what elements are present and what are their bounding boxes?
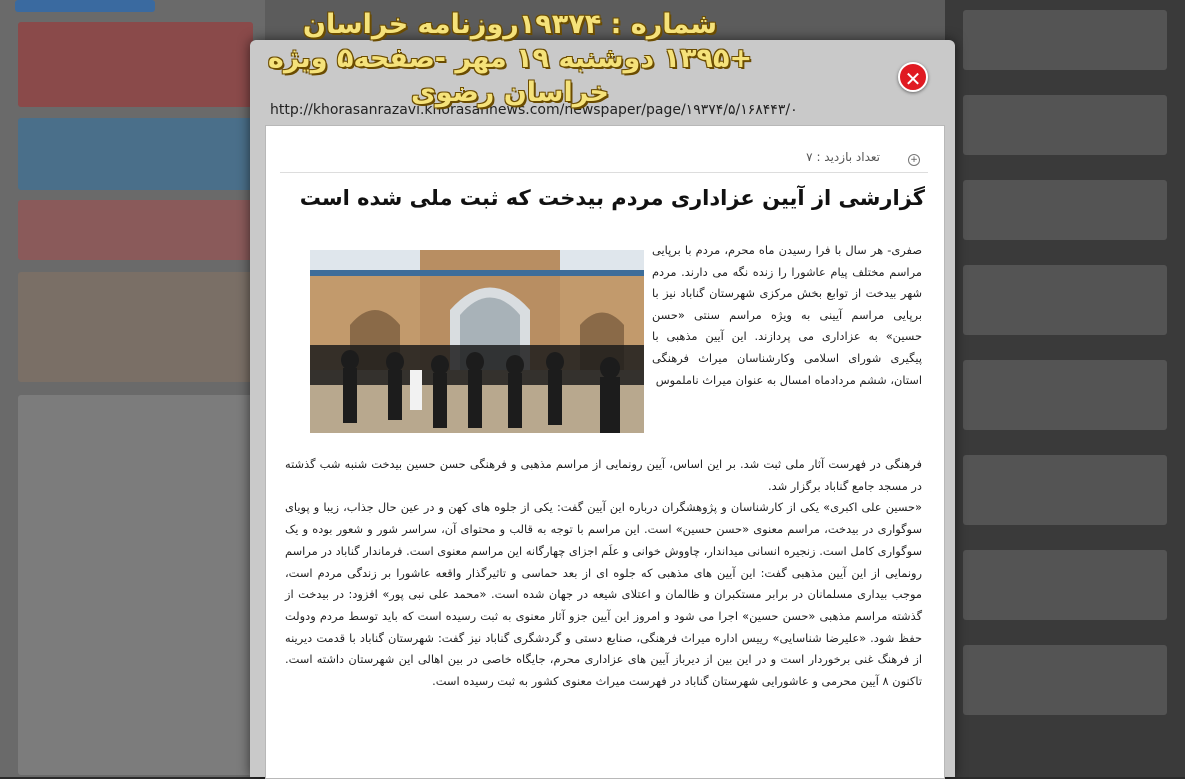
close-icon[interactable]: ✕ (898, 62, 928, 92)
article-photo (310, 250, 644, 433)
article-body (285, 454, 922, 693)
article-lead: صفری- هر سال با فرا رسیدن ماه محرم، مردم با برپایی مراسم مختلف پیام عاشورا را زنده نگه می دارند. مردم شهر بیدخت از توابع بخش مرکزی شهرستان گناباد نیز با برپایی مراسم آیینی به ویژه مراسم سنتی «حسن حسین» به عزاداری می پردازند. این آیین مذهبی با پیگیری شورای اسلامی وکارشناسان میراث فرهنگی استان، ششم مردادماه امسال به عنوان میراث ناملموس (652, 243, 922, 387)
caption-line-2: +۱۳۹۵ دوشنبه ۱۹ مهر -صفحه۵ ویژه خراسان رضوی (267, 42, 753, 108)
background-left-panel (0, 0, 265, 777)
background-right-panel (945, 0, 1185, 777)
page-url[interactable]: http://khorasanrazavi.khorasannews.com/newspaper/page/۱۹۳۷۴/۵/۱۶۸۴۴۳/۰ (270, 102, 798, 118)
divider (280, 172, 928, 173)
visit-count: تعداد بازدید : ۷ (806, 150, 880, 164)
plus-icon[interactable]: + (908, 154, 920, 166)
newspaper-caption (230, 8, 790, 109)
article-headline: گزارشی از آیین عزاداری مردم بیدخت که ثبت ملی شده است (299, 186, 925, 210)
article-paragraph: فرهنگی در فهرست آثار ملی ثبت شد. بر این اساس، آیین رونمایی از مراسم مذهبی و فرهنگی حسن حسین بیدخت شنبه شب گذشته در مسجد جامع گناباد برگزار شد. (285, 457, 922, 493)
article-paragraph: «حسین علی اکبری» یکی از کارشناسان و پژوهشگران درباره این آیین گفت: یکی از جلوه های کهن و در عین حال جذاب، زیبا و پویای سوگواری در بیدخت، مراسم معنوی «حسن حسین» است. این مراسم با توجه به قالب و محتوای آن، سراسر شور و شعور بوده و یک سوگواری کامل است. زنجیره انسانی میداندار، چاووش خوانی و علَم اجزای چهارگانه این مراسم معنوی است. فرماندار گناباد در مراسم رونمایی از این آیین مذهبی گفت: این آیین های مذهبی که جلوه ای از بعد حماسی و تاثیرگذار واقعه عاشورا بر زندگی مردم است، موجب بیداری مسلمانان در برابر مستکبران و ظالمان و اعتلای شیعه در جهان شده است. «محمد علی نبی پور» افزود: در بیدخت از گذشته مراسم مذهبی «حسن حسین» اجرا می شود و امروز این آیین جزو آثار معنوی به ثبت رسیده است که باید توسط مردم ودولت حفظ شود. «علیرضا شناسایی» رییس اداره میراث فرهنگی، صنایع دستی و گردشگری گناباد نیز گفت: شهرستان گناباد با قدمت دیرینه از فرهنگ غنی برخوردار است و در این بین از دیرباز آیین های عزاداری محرم، جایگاه خاصی در بین اهالی این شهرستان داشته است. تاکنون ۸ آیین محرمی و عاشورایی شهرستان گناباد در فهرست میراث معنوی کشور به ثبت رسیده است. (285, 500, 922, 689)
caption-line-1: شماره : ۱۹۳۷۴روزنامه خراسان (302, 9, 718, 40)
